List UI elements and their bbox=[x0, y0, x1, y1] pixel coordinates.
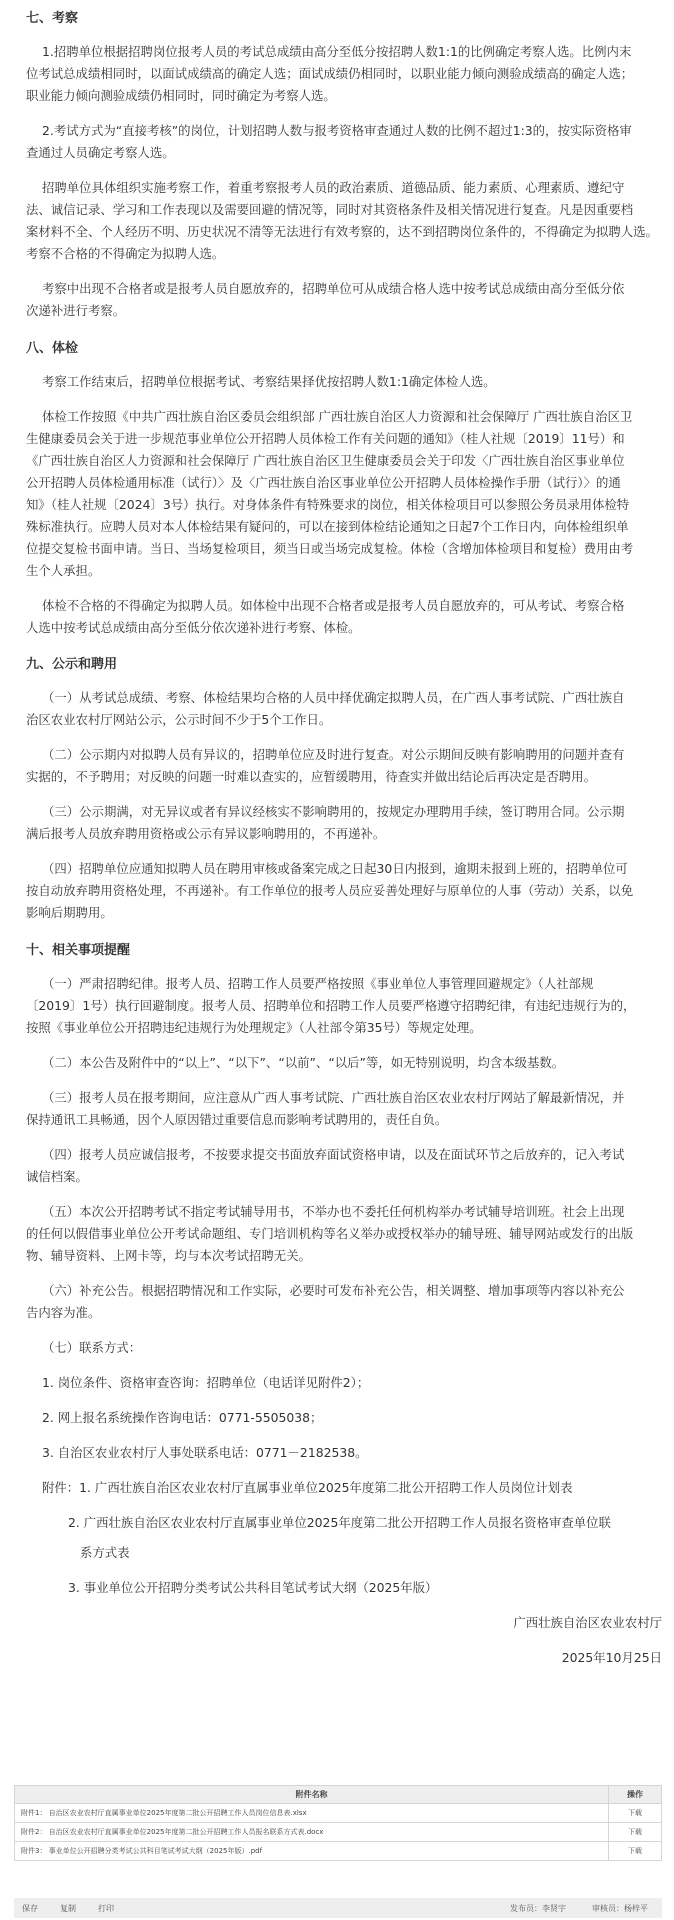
contact-line: 1. 岗位条件、资格审查咨询：招聘单位（电话详见附件2）； bbox=[42, 1375, 370, 1390]
attachment-link[interactable]: 附件2： 自治区农业农村厅直属事业单位2025年度第二批公开招聘工作人员报名联系方式表.docx bbox=[15, 1823, 609, 1842]
publisher-label: 发布员：李贤宇 bbox=[510, 1904, 566, 1913]
paragraph-line: 考察中出现不合格者或是报考人员自愿放弃的，招聘单位可从成绩合格人选中按考试总成绩由高分至低分依 bbox=[42, 281, 625, 296]
paragraph-line: 2.考试方式为“直接考核”的岗位，计划招聘人数与报考资格审查通过人数的比例不超过1:3的，按实际资格审 bbox=[42, 123, 632, 138]
paragraph-line: 按照《事业单位公开招聘违纪违规行为处理规定》（人社部令第35号）等规定处理。 bbox=[26, 1020, 482, 1035]
paragraph-line: 的任何以假借事业单位公开考试命题组、专门培训机构等名义举办或授权举办的辅导班、辅导网站或发行的出版 bbox=[26, 1226, 634, 1241]
paragraph-line: 查通过人员确定考察人选。 bbox=[26, 145, 175, 160]
paragraph-line: （一）从考试总成绩、考察、体检结果均合格的人员中择优确定拟聘人员，在广西人事考试院、广西壮族自 bbox=[42, 690, 625, 705]
attachment-link[interactable]: 附件1： 自治区农业农村厅直属事业单位2025年度第二批公开招聘工作人员岗位信息表.xlsx bbox=[15, 1804, 609, 1823]
attachment-line: 2. 广西壮族自治区农业农村厅直属事业单位2025年度第二批公开招聘工作人员报名资格审查单位联 bbox=[68, 1515, 611, 1530]
paragraph-line: 位考试总成绩相同时，以面试成绩高的确定人选；面试成绩仍相同时，以职业能力倾向测验成绩高的确定人选； bbox=[26, 66, 634, 81]
column-header-op: 操作 bbox=[609, 1786, 662, 1804]
paragraph-line: 告内容为准。 bbox=[26, 1305, 101, 1320]
paragraph-line: 法、诚信记录、学习和工作表现以及需要回避的情况等，同时对其资格条件及相关情况进行复查。凡是因重要档 bbox=[26, 202, 634, 217]
paragraph-line: 考察不合格的不得确定为拟聘人选。 bbox=[26, 246, 225, 261]
paragraph-line: 1.招聘单位根据招聘岗位报考人员的考试总成绩由高分至低分按招聘人数1:1的比例确定考察人选。比例内末 bbox=[42, 44, 632, 59]
paragraph-line: 生健康委员会关于进一步规范事业单位公开招聘人员体检工作有关问题的通知》（桂人社规〔2019〕11号）和 bbox=[26, 431, 625, 446]
attachments-table bbox=[14, 1785, 662, 1861]
paragraph-line: （三）公示期满，对无异议或者有异议经核实不影响聘用的，按规定办理聘用手续，签订聘用合同。公示期 bbox=[42, 804, 625, 819]
paragraph-line: 次递补进行考察。 bbox=[26, 303, 126, 318]
paragraph-line: 按自动放弃聘用资格处理，不再递补。有工作单位的报考人员应妥善处理好与原单位的人事（劳动）关系，以免 bbox=[26, 883, 634, 898]
paragraph-line: 殊标准执行。应聘人员对本人体检结果有疑问的，可以在接到体检结论通知之日起7个工作日内，向体检组织单 bbox=[26, 519, 629, 534]
paragraph-line: 治区农业农村厅网站公示，公示时间不少于5个工作日。 bbox=[26, 712, 332, 727]
paragraph-line: 诚信档案。 bbox=[26, 1169, 88, 1184]
section-heading-reminders: 十、相关事项提醒 bbox=[26, 943, 131, 958]
footer-bar bbox=[14, 1898, 662, 1918]
paragraph-line: 位提交复检书面申请。当日、当场复检项目，须当日或当场完成复检。体检（含增加体检项目和复检）费用由考 bbox=[26, 541, 634, 556]
section-heading-inspection: 七、考察 bbox=[26, 11, 79, 26]
paragraph-line: 公开招聘人员体检通用标准（试行）〉及〈广西壮族自治区事业单位公开招聘人员体检操作手册（试行）〉的通 bbox=[26, 475, 621, 490]
paragraph-line: 体检工作按照《中共广西壮族自治区委员会组织部 广西壮族自治区人力资源和社会保障厅 广西壮族自治区卫 bbox=[42, 409, 633, 424]
column-header-name: 附件名称 bbox=[15, 1786, 609, 1804]
paragraph-line: 考察工作结束后，招聘单位根据考试、考察结果择优按招聘人数1:1确定体检人选。 bbox=[42, 374, 496, 389]
paragraph-line: 招聘单位具体组织实施考察工作，着重考察报考人员的政治素质、道德品质、能力素质、心理素质、遵纪守 bbox=[42, 180, 625, 195]
paragraph-line: 物、辅导资料、上网卡等，均与本次考试招聘无关。 bbox=[26, 1248, 311, 1263]
paragraph-line: 知》（桂人社规〔2024〕3号）执行。对身体条件有特殊要求的岗位，相关体检项目可以参照公务员录用体检特 bbox=[26, 497, 630, 512]
paragraph-line: （七）联系方式： bbox=[42, 1340, 142, 1355]
paragraph-line: （四）报考人员应诚信报考，不按要求提交书面放弃面试资格申请，以及在面试环节之后放弃的，记入考试 bbox=[42, 1147, 625, 1162]
paragraph-line: （一）严肃招聘纪律。报考人员、招聘工作人员要严格按照《事业单位人事管理回避规定》（人社部规 bbox=[42, 976, 594, 991]
contact-line: 3. 自治区农业农村厅人事处联系电话：0771－2182538。 bbox=[42, 1445, 368, 1460]
issuer-name: 广西壮族自治区农业农村厅 bbox=[513, 1615, 662, 1630]
paragraph-line: 生个人承担。 bbox=[26, 563, 101, 578]
paragraph-line: 实据的，不予聘用；对反映的问题一时难以查实的，应暂缓聘用，待查实并做出结论后再决定是否聘用。 bbox=[26, 769, 596, 784]
paragraph-line: （五）本次公开招聘考试不指定考试辅导用书，不举办也不委托任何机构举办考试辅导培训班。社会上出现 bbox=[42, 1204, 625, 1219]
table-row bbox=[15, 1823, 662, 1842]
paragraph-line: 《广西壮族自治区人力资源和社会保障厅 广西壮族自治区卫生健康委员会关于印发〈广西壮族自治区事业单位 bbox=[26, 453, 625, 468]
paragraph-line: （三）报考人员在报考期间，应注意从广西人事考试院、广西壮族自治区农业农村厅网站了解最新情况，并 bbox=[42, 1090, 625, 1105]
paragraph-line: （二）公示期内对拟聘人员有异议的，招聘单位应及时进行复查。对公示期间反映有影响聘用的问题并查有 bbox=[42, 747, 625, 762]
table-header-row bbox=[15, 1786, 662, 1804]
attachment-line: 系方式表 bbox=[80, 1545, 130, 1560]
download-button[interactable]: 下载 bbox=[609, 1804, 662, 1823]
paragraph-line: 满后报考人员放弃聘用资格或公示有异议影响聘用的，不再递补。 bbox=[26, 826, 386, 841]
copy-button[interactable]: 复制 bbox=[60, 1904, 76, 1913]
reviewer-label: 审核员：杨梓平 bbox=[592, 1904, 648, 1913]
paragraph-line: 〔2019〕1号）执行回避制度。报考人员、招聘单位和招聘工作人员要严格遵守招聘纪律，有违纪违规行为的， bbox=[26, 998, 636, 1013]
table-row bbox=[15, 1842, 662, 1861]
paragraph-line: 影响后期聘用。 bbox=[26, 905, 113, 920]
print-button[interactable]: 打印 bbox=[98, 1904, 114, 1913]
paragraph-line: 职业能力倾向测验成绩仍相同时，同时确定为考察人选。 bbox=[26, 88, 336, 103]
attachment-line: 3. 事业单位公开招聘分类考试公共科目笔试考试大纲（2025年版） bbox=[68, 1580, 438, 1595]
paragraph-line: 案材料不全、个人经历不明、历史状况不清等无法进行有效考察的，达不到招聘岗位条件的，不得确定为拟聘人选。 bbox=[26, 224, 658, 239]
issue-date: 2025年10月25日 bbox=[561, 1650, 662, 1665]
section-heading-publicity: 九、公示和聘用 bbox=[26, 657, 118, 672]
paragraph-line: 人选中按考试总成绩由高分至低分依次递补进行考察、体检。 bbox=[26, 620, 361, 635]
attachment-line: 附件：1. 广西壮族自治区农业农村厅直属事业单位2025年度第二批公开招聘工作人员岗位计划表 bbox=[42, 1480, 573, 1495]
table-row bbox=[15, 1804, 662, 1823]
download-button[interactable]: 下载 bbox=[609, 1842, 662, 1861]
attachment-link[interactable]: 附件3： 事业单位公开招聘分类考试公共科目笔试考试大纲（2025年版）.pdf bbox=[15, 1842, 609, 1861]
save-button[interactable]: 保存 bbox=[22, 1904, 38, 1913]
paragraph-line: （四）招聘单位应通知拟聘人员在聘用审核或备案完成之日起30日内报到，逾期未报到上班的，招聘单位可 bbox=[42, 861, 628, 876]
contact-line: 2. 网上报名系统操作咨询电话：0771-5505038； bbox=[42, 1410, 323, 1425]
section-heading-medical: 八、体检 bbox=[26, 341, 79, 356]
paragraph-line: （二）本公告及附件中的“以上”、“以下”、“以前”、“以后”等，如无特别说明，均含本级基数。 bbox=[42, 1055, 565, 1070]
paragraph-line: 保持通讯工具畅通，因个人原因错过重要信息而影响考试聘用的，责任自负。 bbox=[26, 1112, 448, 1127]
paragraph-line: 体检不合格的不得确定为拟聘人员。如体检中出现不合格者或是报考人员自愿放弃的，可从考试、考察合格 bbox=[42, 598, 625, 613]
paragraph-line: （六）补充公告。根据招聘情况和工作实际，必要时可发布补充公告，相关调整、增加事项等内容以补充公 bbox=[42, 1283, 625, 1298]
download-button[interactable]: 下载 bbox=[609, 1823, 662, 1842]
